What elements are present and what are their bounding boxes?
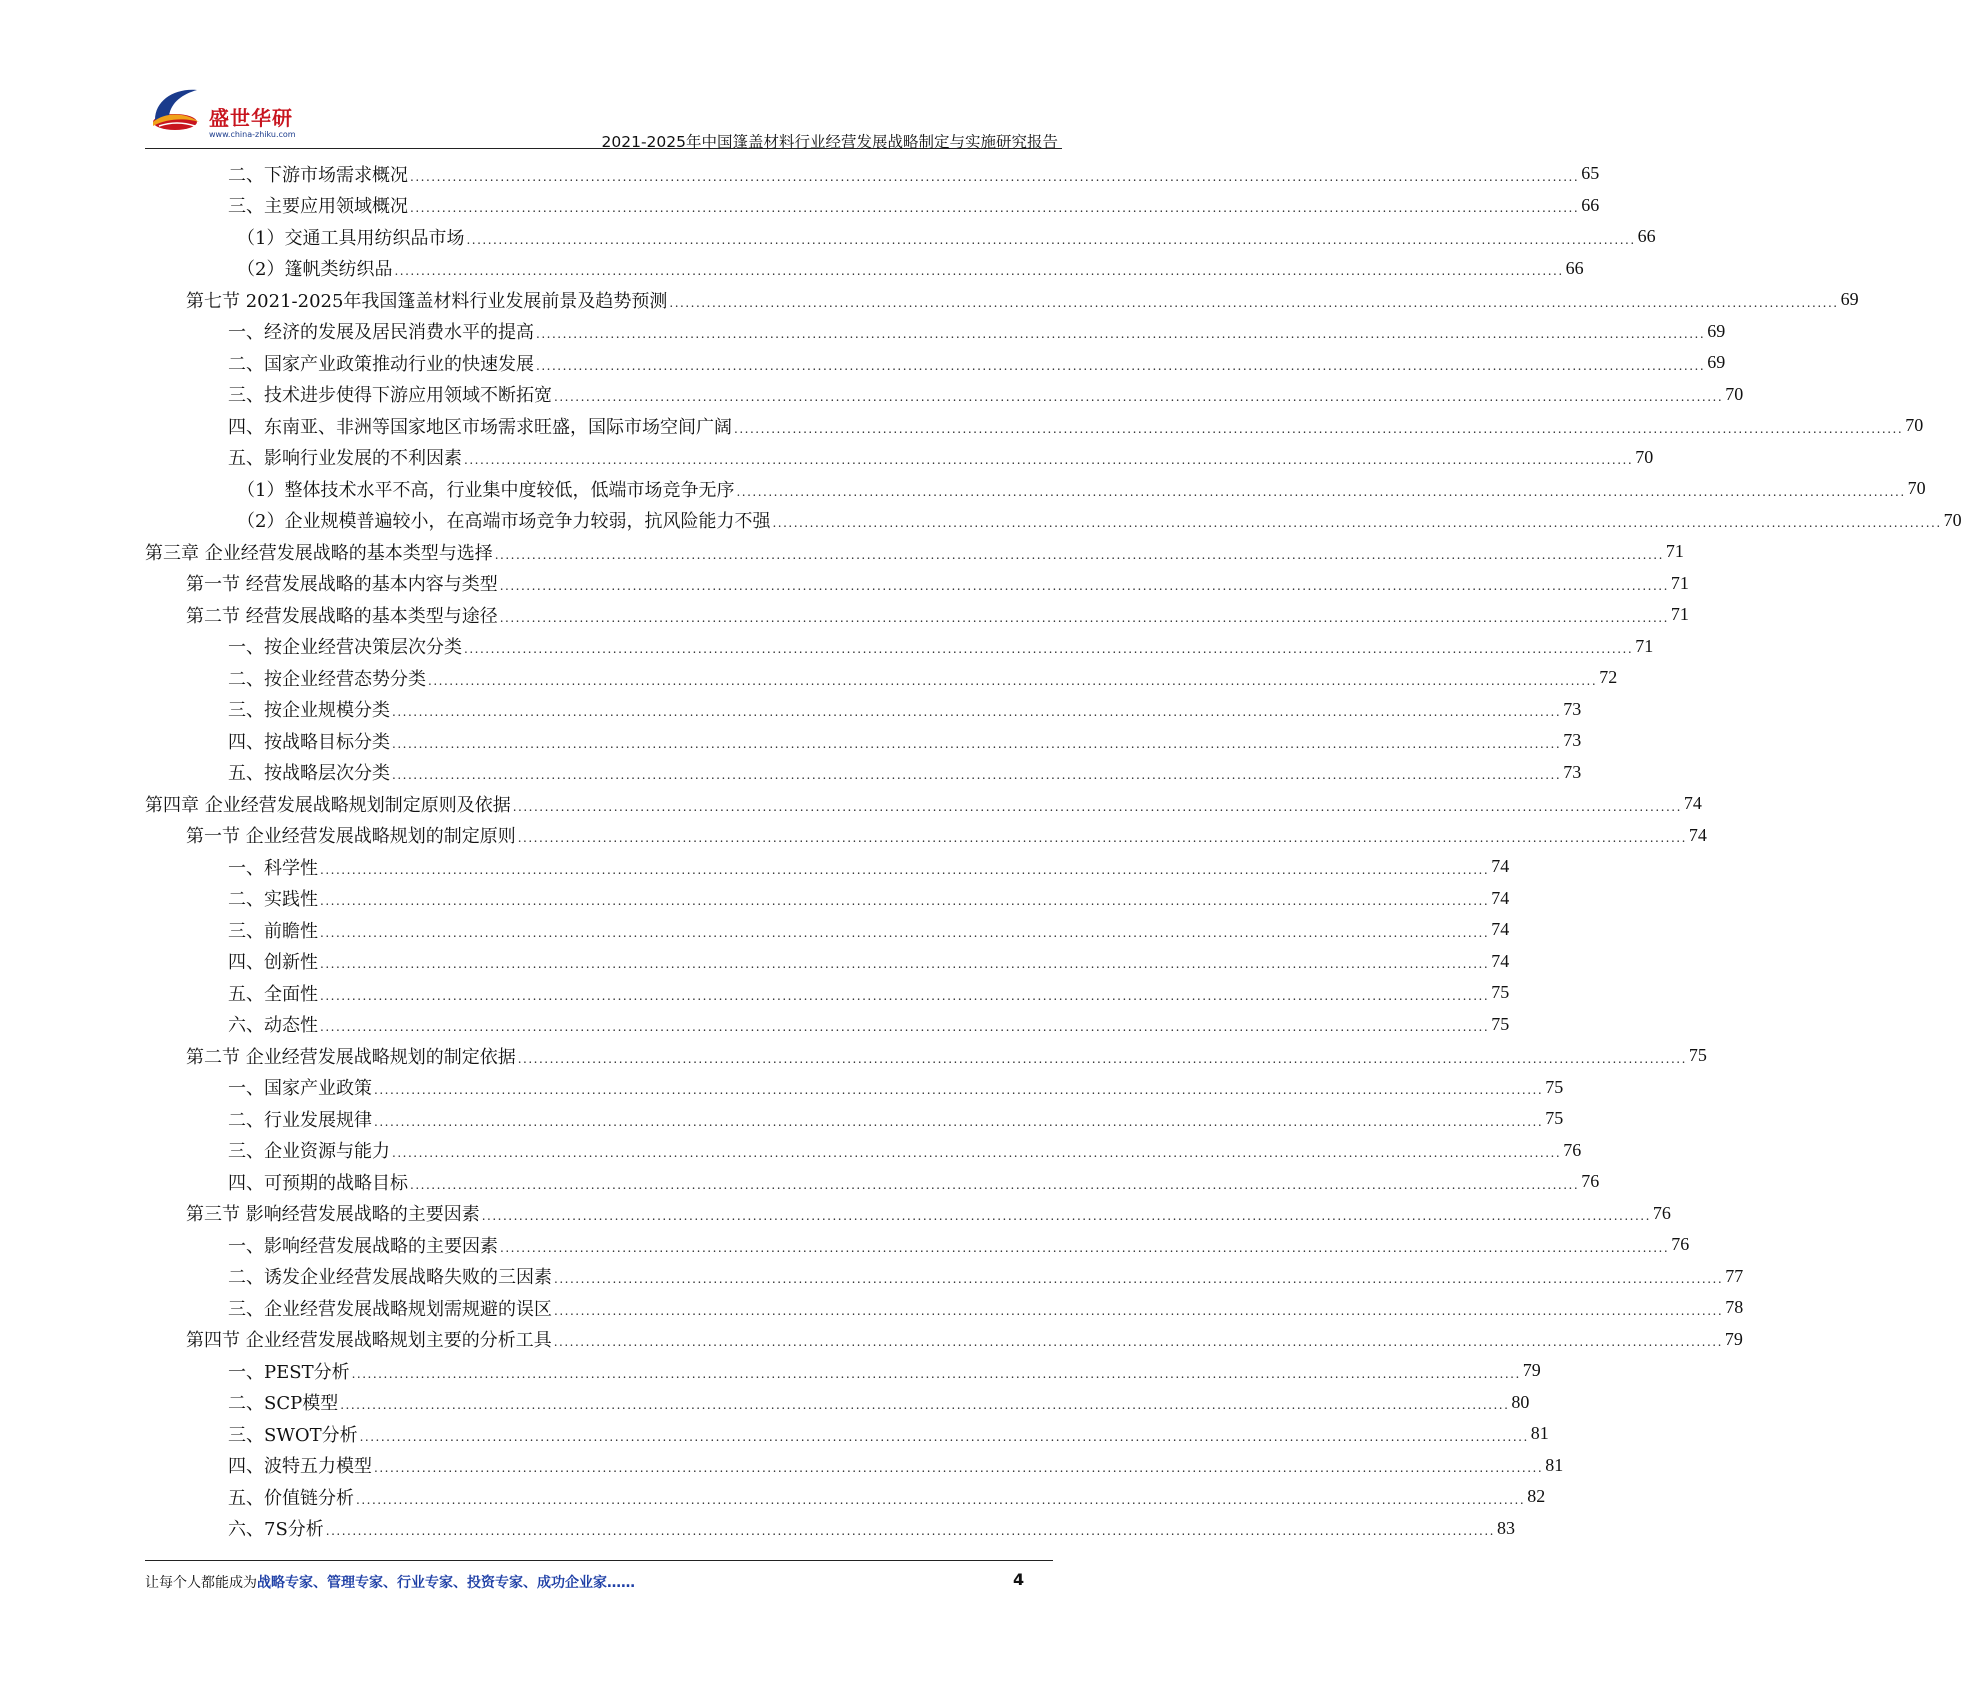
toc-entry[interactable]: [145, 851, 1510, 883]
toc-entry[interactable]: [145, 1072, 1564, 1104]
toc-entry-title: 六、动态性: [228, 1015, 318, 1037]
toc-dot-leader: ............................................................................................................................................................................................................................: [669, 295, 1839, 310]
toc-entry[interactable]: [145, 505, 1962, 537]
logo-url: www.china-zhiku.com: [209, 130, 296, 139]
toc-dot-leader: ............................................................................................................................................................................................................................: [394, 264, 1564, 279]
footer-slogan: [145, 1572, 635, 1592]
toc-entry[interactable]: [145, 662, 1618, 694]
toc-entry[interactable]: [145, 631, 1654, 663]
toc-entry[interactable]: [145, 977, 1510, 1009]
toc-entry-title: 第二节 企业经营发展战略规划的制定依据: [186, 1046, 516, 1068]
footer-slogan-prefix: 让每个人都能成为: [145, 1575, 257, 1591]
toc-entry-page: 75: [1545, 1076, 1564, 1097]
table-of-contents: [145, 158, 1962, 1544]
toc-entry[interactable]: [145, 1292, 1744, 1324]
toc-entry-page: 75: [1491, 982, 1510, 1003]
toc-dot-leader: ............................................................................................................................................................................................................................: [536, 358, 1706, 373]
toc-entry-title: 二、行业发展规律: [228, 1109, 372, 1131]
toc-entry[interactable]: [145, 1387, 1530, 1419]
toc-entry-page: 70: [1943, 509, 1962, 530]
toc-entry-page: 79: [1522, 1360, 1541, 1381]
toc-entry-title: 四、可预期的战略目标: [228, 1172, 408, 1194]
toc-entry-page: 73: [1563, 730, 1582, 751]
toc-entry-title: 三、SWOT分析: [228, 1424, 358, 1446]
logo-emblem-icon: [145, 82, 207, 138]
toc-entry-page: 80: [1511, 1391, 1530, 1412]
toc-entry[interactable]: [145, 1040, 1707, 1072]
toc-entry-title: 六、7S分析: [228, 1519, 324, 1541]
toc-entry-page: 66: [1581, 194, 1600, 215]
toc-entry-page: 74: [1491, 887, 1510, 908]
toc-entry[interactable]: [145, 1324, 1743, 1356]
toc-entry-page: 81: [1545, 1454, 1564, 1475]
toc-entry-title: 二、下游市场需求概况: [228, 164, 408, 186]
toc-dot-leader: ............................................................................................................................................................................................................................: [392, 1146, 1562, 1161]
toc-entry-page: 66: [1637, 226, 1656, 247]
toc-entry-title: 四、按战略目标分类: [228, 731, 390, 753]
toc-dot-leader: ............................................................................................................................................................................................................................: [494, 547, 1664, 562]
toc-entry[interactable]: [145, 1229, 1690, 1261]
toc-entry[interactable]: [145, 568, 1689, 600]
toc-entry[interactable]: [145, 599, 1689, 631]
header-divider: [145, 148, 1062, 149]
toc-entry-title: 一、国家产业政策: [228, 1078, 372, 1100]
toc-entry-title: 三、前瞻性: [228, 920, 318, 942]
toc-entry-title: 第四章 企业经营发展战略规划制定原则及依据: [145, 794, 511, 816]
toc-entry-title: 一、PEST分析: [228, 1361, 350, 1383]
company-logo: [145, 78, 315, 146]
toc-entry[interactable]: [145, 379, 1744, 411]
toc-entry-title: 二、SCP模型: [228, 1393, 339, 1415]
toc-entry-title: 三、企业经营发展战略规划需规避的误区: [228, 1298, 552, 1320]
toc-entry[interactable]: [145, 158, 1600, 190]
page-header: [145, 78, 1062, 151]
toc-dot-leader: ............................................................................................................................................................................................................................: [464, 453, 1634, 468]
toc-entry[interactable]: [145, 757, 1582, 789]
toc-entry-title: 四、创新性: [228, 952, 318, 974]
toc-entry-title: 五、价值链分析: [228, 1487, 354, 1509]
toc-dot-leader: ............................................................................................................................................................................................................................: [517, 1051, 1687, 1066]
toc-entry-page: 73: [1563, 761, 1582, 782]
toc-entry-page: 76: [1671, 1234, 1690, 1255]
toc-dot-leader: ............................................................................................................................................................................................................................: [374, 1114, 1544, 1129]
toc-entry-page: 70: [1905, 415, 1924, 436]
toc-entry-page: 74: [1491, 919, 1510, 940]
toc-entry-page: 81: [1530, 1423, 1549, 1444]
footer-divider: [145, 1560, 1053, 1561]
toc-entry-title: 五、按战略层次分类: [228, 763, 390, 785]
toc-entry-title: 第一节 经营发展战略的基本内容与类型: [186, 574, 498, 596]
toc-entry-page: 71: [1670, 604, 1689, 625]
toc-dot-leader: ............................................................................................................................................................................................................................: [512, 799, 1682, 814]
toc-entry-page: 78: [1725, 1297, 1744, 1318]
toc-entry-title: （2）企业规模普遍较小，在高端市场竞争力较弱，抗风险能力不强: [237, 511, 771, 533]
toc-entry-title: 一、影响经营发展战略的主要因素: [228, 1235, 498, 1257]
toc-entry-page: 79: [1724, 1328, 1743, 1349]
toc-entry-page: 75: [1491, 1013, 1510, 1034]
toc-entry-title: 一、科学性: [228, 857, 318, 879]
toc-entry[interactable]: [145, 725, 1582, 757]
toc-dot-leader: ............................................................................................................................................................................................................................: [320, 988, 1490, 1003]
toc-dot-leader: ............................................................................................................................................................................................................................: [320, 957, 1490, 972]
toc-dot-leader: ............................................................................................................................................................................................................................: [466, 232, 1636, 247]
toc-dot-leader: ............................................................................................................................................................................................................................: [536, 327, 1706, 342]
toc-entry-title: 四、波特五力模型: [228, 1456, 372, 1478]
toc-entry-page: 82: [1527, 1486, 1546, 1507]
toc-entry-title: 第四节 企业经营发展战略规划主要的分析工具: [186, 1330, 552, 1352]
toc-entry-title: 二、诱发企业经营发展战略失败的三因素: [228, 1267, 552, 1289]
toc-dot-leader: ............................................................................................................................................................................................................................: [356, 1492, 1526, 1507]
toc-entry-page: 70: [1907, 478, 1926, 499]
toc-entry[interactable]: [145, 788, 1702, 820]
toc-entry-title: 三、主要应用领域概况: [228, 196, 408, 218]
toc-dot-leader: ............................................................................................................................................................................................................................: [392, 736, 1562, 751]
toc-entry-page: 70: [1635, 446, 1654, 467]
toc-entry-title: 第一节 企业经营发展战略规划的制定原则: [186, 826, 516, 848]
toc-entry[interactable]: [145, 221, 1656, 253]
toc-entry-page: 66: [1565, 257, 1584, 278]
toc-dot-leader: ............................................................................................................................................................................................................................: [374, 1083, 1544, 1098]
toc-entry-page: 77: [1725, 1265, 1744, 1286]
toc-entry-title: 三、按企业规模分类: [228, 700, 390, 722]
toc-dot-leader: ............................................................................................................................................................................................................................: [374, 1461, 1544, 1476]
toc-entry[interactable]: [145, 1135, 1582, 1167]
toc-entry[interactable]: [145, 253, 1584, 285]
toc-entry-page: 70: [1725, 383, 1744, 404]
toc-entry-page: 71: [1635, 635, 1654, 656]
toc-entry[interactable]: [145, 820, 1707, 852]
toc-entry-title: 三、企业资源与能力: [228, 1141, 390, 1163]
toc-entry[interactable]: [145, 316, 1726, 348]
toc-entry-page: 69: [1707, 352, 1726, 373]
toc-entry-page: 83: [1496, 1517, 1515, 1538]
toc-dot-leader: ............................................................................................................................................................................................................................: [320, 1020, 1490, 1035]
toc-dot-leader: ............................................................................................................................................................................................................................: [320, 862, 1490, 877]
toc-dot-leader: ............................................................................................................................................................................................................................: [340, 1398, 1510, 1413]
toc-entry[interactable]: [145, 1513, 1515, 1545]
toc-dot-leader: ............................................................................................................................................................................................................................: [734, 421, 1904, 436]
toc-entry-page: 69: [1840, 289, 1859, 310]
toc-dot-leader: ............................................................................................................................................................................................................................: [428, 673, 1598, 688]
toc-dot-leader: ............................................................................................................................................................................................................................: [772, 516, 1942, 531]
logo-name: 盛世华研: [209, 106, 293, 130]
toc-dot-leader: ............................................................................................................................................................................................................................: [554, 1272, 1724, 1287]
toc-dot-leader: ............................................................................................................................................................................................................................: [320, 894, 1490, 909]
toc-dot-leader: ............................................................................................................................................................................................................................: [500, 1240, 1670, 1255]
toc-entry[interactable]: [145, 1198, 1671, 1230]
footer-slogan-accent: 战略专家、管理专家、行业专家、投资专家、成功企业家……: [257, 1575, 635, 1591]
toc-dot-leader: ............................................................................................................................................................................................................................: [410, 169, 1580, 184]
toc-entry-title: （2）篷帆类纺织品: [237, 259, 393, 281]
toc-entry[interactable]: [145, 442, 1654, 474]
toc-dot-leader: ............................................................................................................................................................................................................................: [392, 768, 1562, 783]
toc-entry-page: 74: [1683, 793, 1702, 814]
toc-entry-page: 75: [1688, 1045, 1707, 1066]
toc-entry[interactable]: [145, 1009, 1510, 1041]
toc-entry[interactable]: [145, 473, 1926, 505]
toc-entry[interactable]: [145, 536, 1684, 568]
toc-dot-leader: ............................................................................................................................................................................................................................: [410, 201, 1580, 216]
toc-entry-title: 二、实践性: [228, 889, 318, 911]
toc-dot-leader: ............................................................................................................................................................................................................................: [359, 1429, 1529, 1444]
report-title: 2021-2025年中国篷盖材料行业经营发展战略制定与实施研究报告: [601, 133, 1058, 151]
toc-entry-title: 第七节 2021-2025年我国篷盖材料行业发展前景及趋势预测: [186, 290, 668, 312]
toc-entry-page: 69: [1707, 320, 1726, 341]
toc-dot-leader: ............................................................................................................................................................................................................................: [320, 925, 1490, 940]
toc-entry-page: 74: [1688, 824, 1707, 845]
toc-entry[interactable]: [145, 347, 1726, 379]
toc-entry[interactable]: [145, 410, 1924, 442]
toc-entry[interactable]: [145, 1166, 1600, 1198]
toc-entry-page: 75: [1545, 1108, 1564, 1129]
toc-entry[interactable]: [145, 1355, 1541, 1387]
toc-entry[interactable]: [145, 883, 1510, 915]
toc-entry-title: 五、全面性: [228, 983, 318, 1005]
toc-entry[interactable]: [145, 1103, 1564, 1135]
toc-dot-leader: ............................................................................................................................................................................................................................: [553, 1335, 1723, 1350]
toc-entry-title: （1）交通工具用纺织品市场: [237, 227, 465, 249]
toc-entry-title: 五、影响行业发展的不利因素: [228, 448, 462, 470]
toc-entry-title: 第二节 经营发展战略的基本类型与途径: [186, 605, 498, 627]
toc-dot-leader: ............................................................................................................................................................................................................................: [464, 642, 1634, 657]
toc-entry-page: 76: [1563, 1139, 1582, 1160]
toc-entry-page: 71: [1665, 541, 1684, 562]
toc-entry-page: 73: [1563, 698, 1582, 719]
toc-dot-leader: ............................................................................................................................................................................................................................: [554, 1303, 1724, 1318]
toc-entry-title: 一、经济的发展及居民消费水平的提高: [228, 322, 534, 344]
toc-dot-leader: ............................................................................................................................................................................................................................: [517, 831, 1687, 846]
toc-entry-page: 65: [1581, 163, 1600, 184]
toc-dot-leader: ............................................................................................................................................................................................................................: [499, 579, 1669, 594]
toc-entry[interactable]: [145, 284, 1859, 316]
toc-dot-leader: ............................................................................................................................................................................................................................: [736, 484, 1906, 499]
toc-dot-leader: ............................................................................................................................................................................................................................: [554, 390, 1724, 405]
toc-entry[interactable]: [145, 914, 1510, 946]
toc-entry-title: 二、按企业经营态势分类: [228, 668, 426, 690]
toc-entry-title: 第三节 影响经营发展战略的主要因素: [186, 1204, 480, 1226]
toc-entry-title: 四、东南亚、非洲等国家地区市场需求旺盛，国际市场空间广阔: [228, 416, 732, 438]
toc-dot-leader: ............................................................................................................................................................................................................................: [351, 1366, 1521, 1381]
toc-dot-leader: ............................................................................................................................................................................................................................: [392, 705, 1562, 720]
toc-entry-title: （1）整体技术水平不高，行业集中度较低，低端市场竞争无序: [237, 479, 735, 501]
toc-dot-leader: ............................................................................................................................................................................................................................: [499, 610, 1669, 625]
toc-dot-leader: ............................................................................................................................................................................................................................: [410, 1177, 1580, 1192]
toc-entry-title: 三、技术进步使得下游应用领域不断拓宽: [228, 385, 552, 407]
toc-entry[interactable]: [145, 946, 1510, 978]
toc-dot-leader: ............................................................................................................................................................................................................................: [325, 1524, 1495, 1539]
toc-entry-title: 第三章 企业经营发展战略的基本类型与选择: [145, 542, 493, 564]
toc-entry-page: 74: [1491, 856, 1510, 877]
toc-entry-page: 76: [1652, 1202, 1671, 1223]
toc-entry-title: 二、国家产业政策推动行业的快速发展: [228, 353, 534, 375]
toc-entry[interactable]: [145, 1481, 1546, 1513]
toc-entry[interactable]: [145, 1261, 1744, 1293]
toc-entry[interactable]: [145, 1418, 1549, 1450]
toc-entry[interactable]: [145, 1450, 1564, 1482]
toc-entry[interactable]: [145, 694, 1582, 726]
toc-entry-page: 71: [1670, 572, 1689, 593]
toc-dot-leader: ............................................................................................................................................................................................................................: [481, 1209, 1651, 1224]
toc-entry-page: 74: [1491, 950, 1510, 971]
toc-entry-page: 76: [1581, 1171, 1600, 1192]
toc-entry-page: 72: [1599, 667, 1618, 688]
toc-entry-title: 一、按企业经营决策层次分类: [228, 637, 462, 659]
page-number: 4: [1013, 1570, 1025, 1589]
toc-entry[interactable]: [145, 190, 1600, 222]
